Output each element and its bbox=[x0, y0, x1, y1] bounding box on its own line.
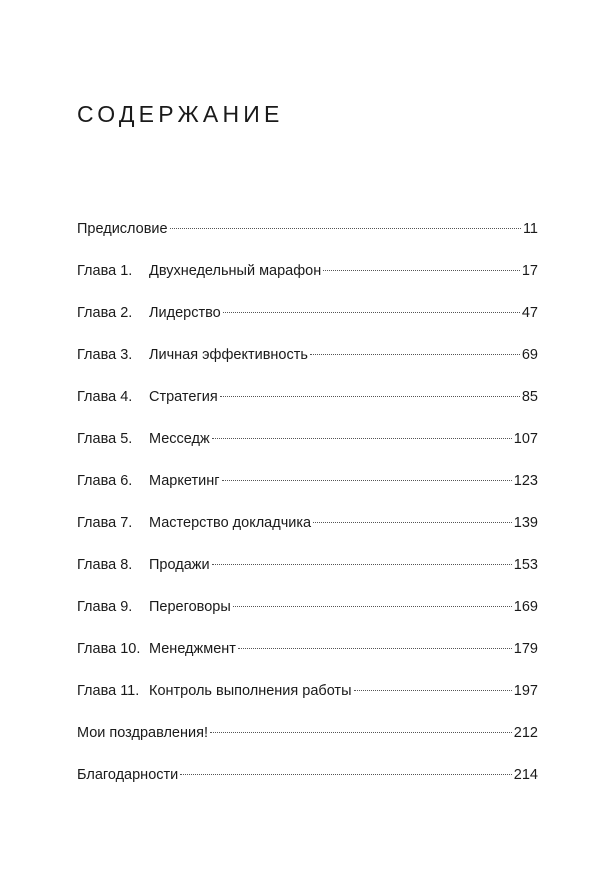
toc-entry bbox=[77, 261, 538, 303]
chapter-label: Глава 6. bbox=[77, 473, 133, 489]
page-number: 47 bbox=[521, 305, 538, 321]
page-number: 179 bbox=[513, 641, 538, 657]
dot-leader bbox=[180, 774, 512, 775]
dot-leader bbox=[170, 228, 521, 229]
page-number: 11 bbox=[522, 221, 538, 237]
dot-leader bbox=[310, 354, 520, 355]
dot-leader bbox=[223, 312, 520, 313]
entry-title: Благодарности bbox=[77, 767, 179, 783]
toc-entry bbox=[77, 639, 538, 681]
chapter-label: Глава 1. bbox=[77, 263, 133, 279]
entry-title: Двухнедельный марафон bbox=[149, 263, 322, 279]
chapter-label: Глава 4. bbox=[77, 389, 133, 405]
entry-title: Стратегия bbox=[149, 389, 218, 405]
entry-title: Мастерство докладчика bbox=[149, 515, 312, 531]
dot-leader bbox=[313, 522, 512, 523]
page-number: 169 bbox=[513, 599, 538, 615]
dot-leader bbox=[238, 648, 512, 649]
dot-leader bbox=[212, 564, 512, 565]
page-number: 17 bbox=[521, 263, 538, 279]
chapter-label: Глава 3. bbox=[77, 347, 133, 363]
page-number: 212 bbox=[513, 725, 538, 741]
chapter-label: Глава 5. bbox=[77, 431, 133, 447]
entry-title: Мои поздравления! bbox=[77, 725, 208, 741]
entry-title: Личная эффективность bbox=[149, 347, 308, 363]
entry-title: Лидерство bbox=[149, 305, 221, 321]
entry-title: Предисловие bbox=[77, 221, 168, 237]
page-number: 139 bbox=[513, 515, 538, 531]
dot-leader bbox=[222, 480, 512, 481]
page-number: 197 bbox=[513, 683, 538, 699]
dot-leader bbox=[220, 396, 520, 397]
toc-entry bbox=[77, 597, 538, 639]
dot-leader bbox=[233, 606, 512, 607]
page-number: 107 bbox=[513, 431, 538, 447]
page-number: 85 bbox=[521, 389, 538, 405]
entry-title: Месседж bbox=[149, 431, 210, 447]
toc-entry bbox=[77, 681, 538, 723]
page-number: 69 bbox=[521, 347, 538, 363]
entry-title: Маркетинг bbox=[149, 473, 220, 489]
chapter-label: Глава 7. bbox=[77, 515, 133, 531]
page-number: 123 bbox=[513, 473, 538, 489]
chapter-label: Глава 11. bbox=[77, 683, 140, 699]
page-number: 153 bbox=[513, 557, 538, 573]
toc-entry bbox=[77, 387, 538, 429]
chapter-label: Глава 8. bbox=[77, 557, 133, 573]
page-title: СОДЕРЖАНИЕ bbox=[77, 101, 284, 127]
toc-entry bbox=[77, 345, 538, 387]
chapter-label: Глава 10. bbox=[77, 641, 141, 657]
dot-leader bbox=[212, 438, 512, 439]
entry-title: Переговоры bbox=[149, 599, 231, 615]
toc-entry bbox=[77, 723, 538, 765]
dot-leader bbox=[354, 690, 512, 691]
dot-leader bbox=[323, 270, 520, 271]
entry-title: Контроль выполнения работы bbox=[149, 683, 352, 699]
chapter-label: Глава 9. bbox=[77, 599, 133, 615]
dot-leader bbox=[210, 732, 512, 733]
toc-entry bbox=[77, 471, 538, 513]
toc-entry bbox=[77, 219, 538, 261]
page-number: 214 bbox=[513, 767, 538, 783]
entry-title: Продажи bbox=[149, 557, 210, 573]
table-of-contents bbox=[77, 219, 538, 807]
toc-entry bbox=[77, 429, 538, 471]
entry-title: Менеджмент bbox=[149, 641, 236, 657]
toc-entry bbox=[77, 765, 538, 807]
toc-entry bbox=[77, 513, 538, 555]
toc-entry bbox=[77, 303, 538, 345]
chapter-label: Глава 2. bbox=[77, 305, 133, 321]
toc-entry bbox=[77, 555, 538, 597]
